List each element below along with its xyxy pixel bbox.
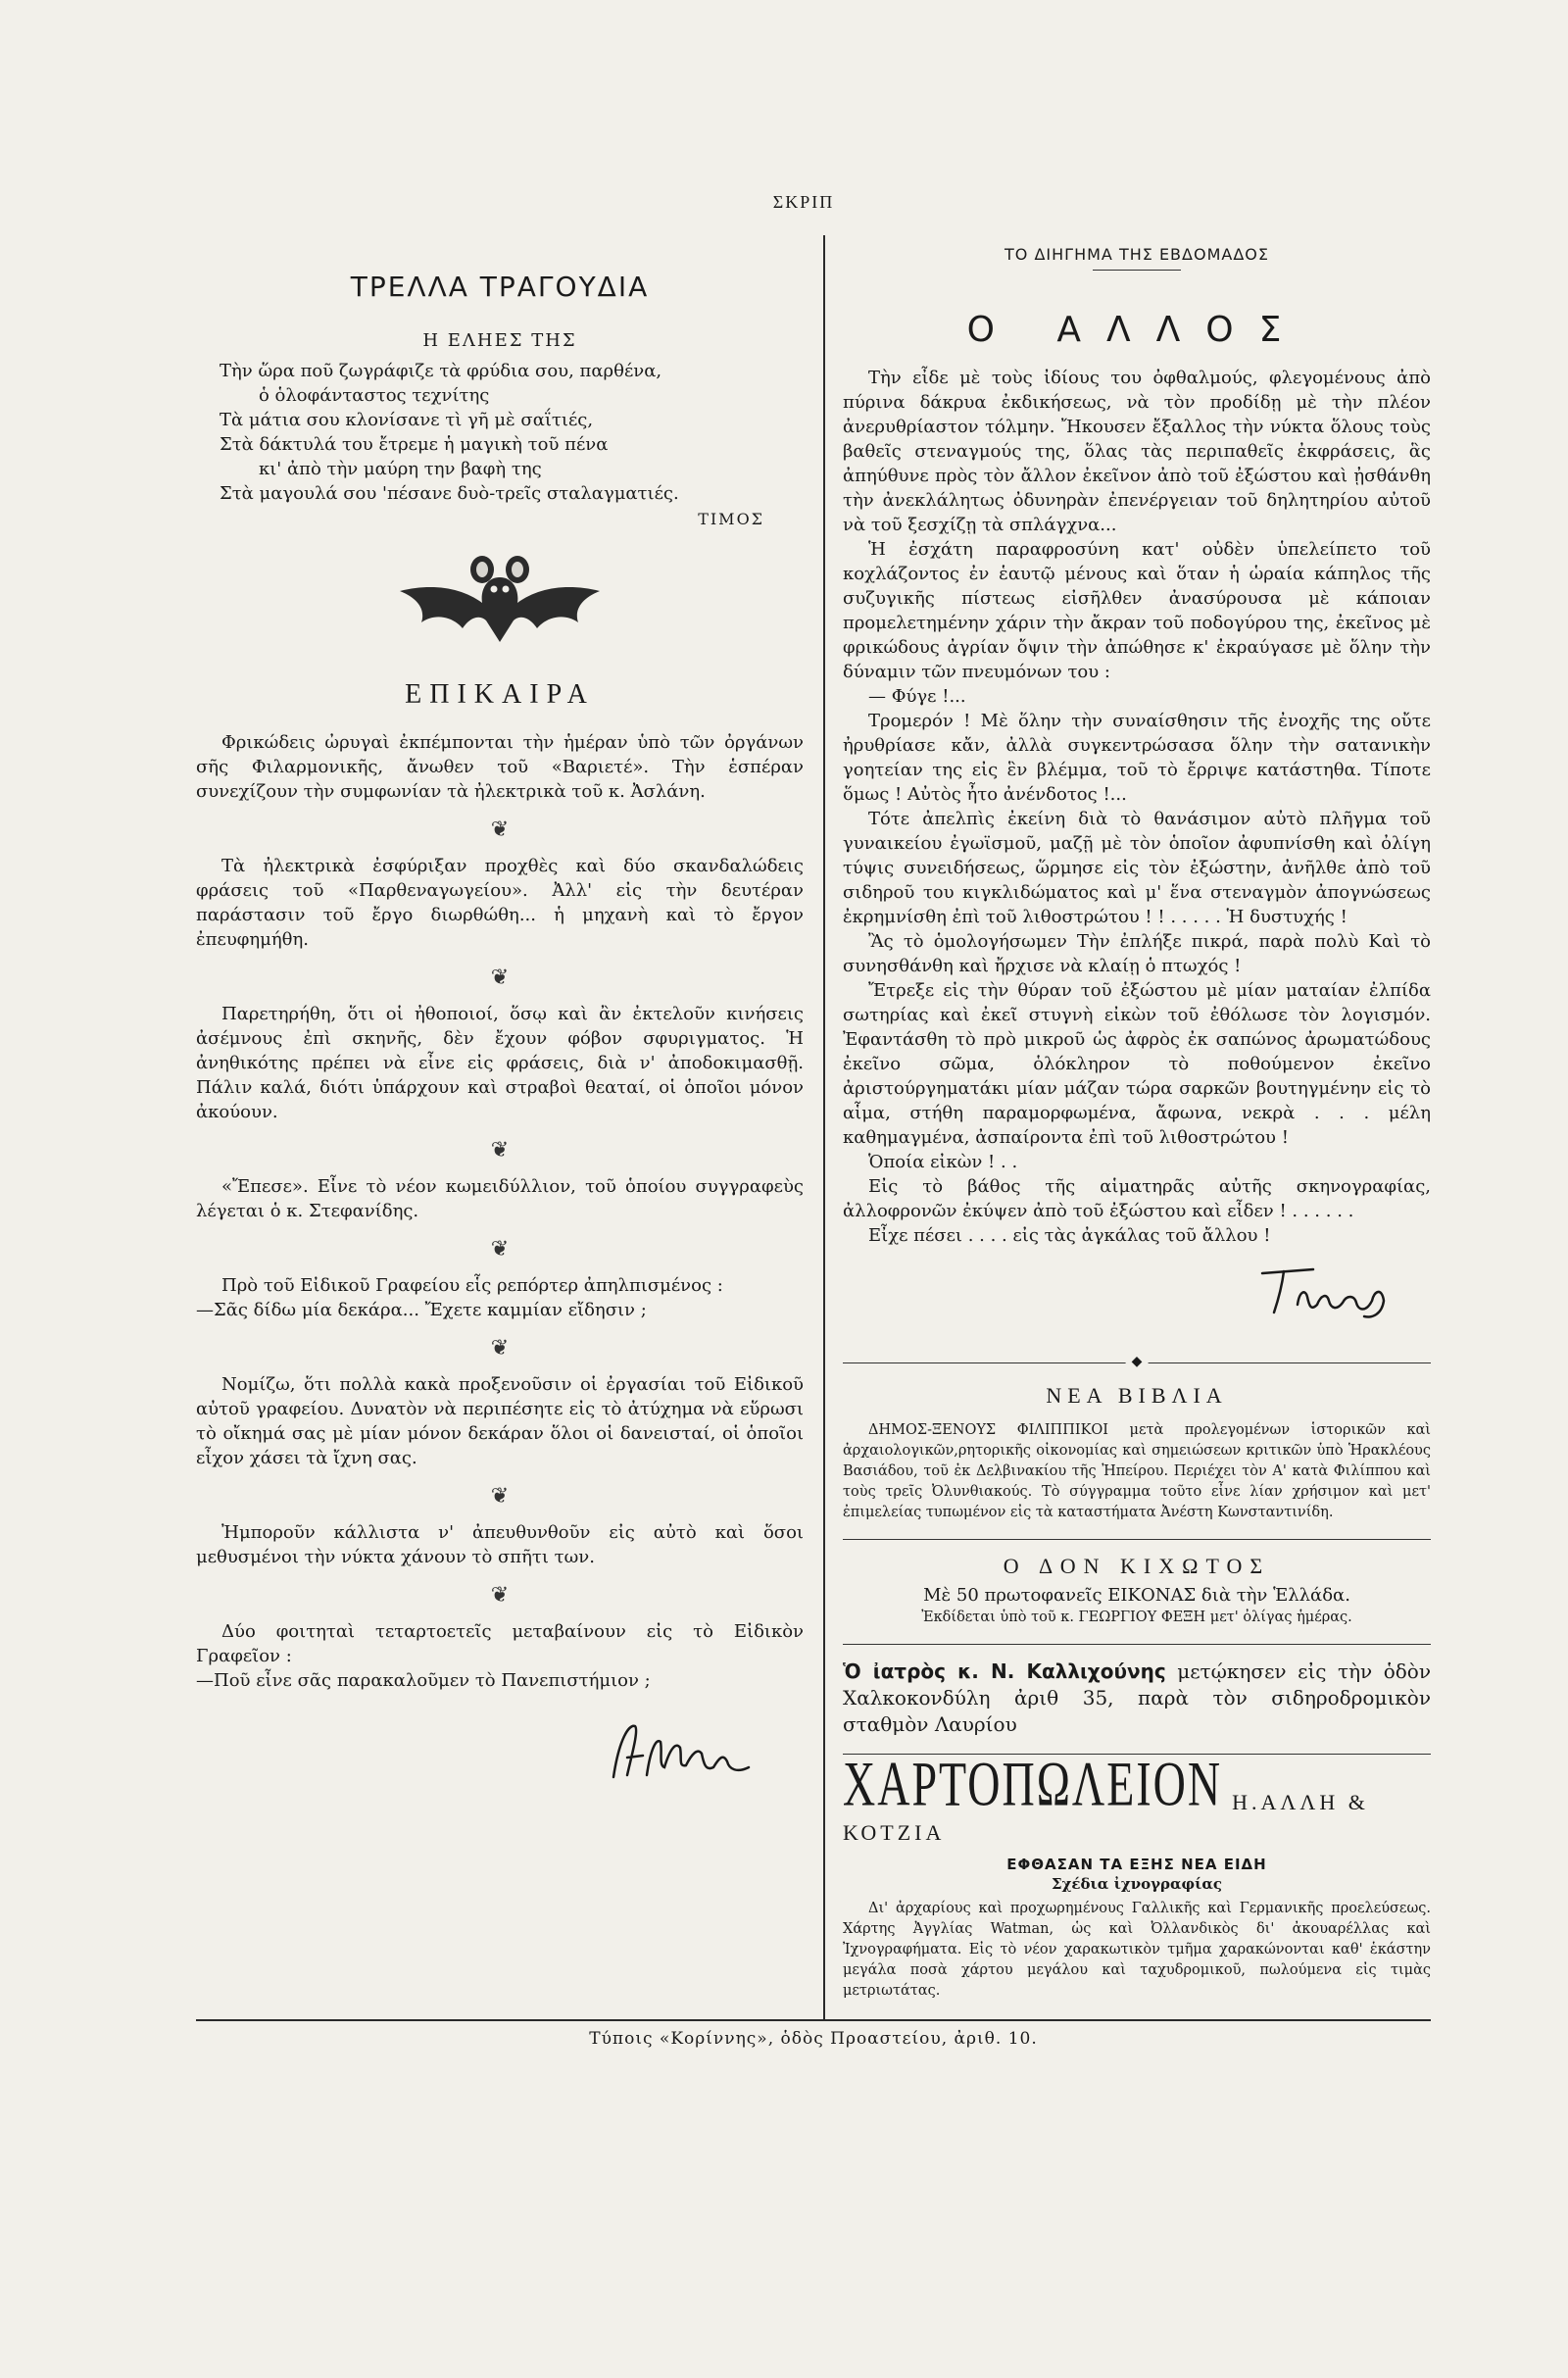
fleuron-icon: ❦ — [490, 1138, 510, 1163]
story-paragraph: Τρομερόν ! Μὲ ὅλην τὴν συναίσθησιν τῆς ἐνοχῆς της οὔτε ἠρυθρίασε κἄν, ἀλλὰ συγκεντρώσασα ὅλην τὴν σατανικὴν γοητείαν της εἰς ἓν βλέμμα, τοῦ τὸ ἔρριψε κατάστηθα. Τίποτε ὅμως ! Αὐτὸς ἦτο ἀνένδοτος !... — [843, 711, 1431, 805]
stationery-shop-ad — [843, 1749, 1431, 2002]
story-paragraph: Ἡ ἐσχάτη παραφροσύνη κατ' οὐδὲν ὑπελείπετο τοῦ κοχλάζοντος ἐν ἑαυτῷ μένους καὶ ὅταν ἡ ὡραία κάπηλος τῆς συζυγικῆς πίστεως εἰσῆλθεν ἀνασύρουσα μὲ κάποιαν προμελετημένην χάριν τὴν ἄκραν τοῦ ποδογύρου της, ἐκεῖνος μὲ φρικώδους ἀγρίαν ὄψιν τὴν ἀπώθησε κ' ἐκραύγασε μὲ ὅλην τὴν δύναμιν τῶν πνευμόνων του : — [843, 539, 1431, 682]
poem-line: Στὰ μαγουλά σου 'πέσανε δυὸ-τρεῖς σταλαγματιές. — [220, 483, 679, 504]
poem-signature: ΤΙΜΟΣ — [698, 510, 764, 528]
section-title-epikaira: ΕΠΙΚΑΙΡΑ — [405, 679, 595, 710]
poem-subtitle: Η ΕΛΗΕΣ ΤΗΣ — [422, 330, 577, 351]
story-paragraph: — Φύγε !... — [868, 686, 966, 707]
poem-line: κι' ἀπὸ τὴν μαύρη την βαφὴ της — [259, 459, 542, 479]
news-paragraph: Ἠμποροῦν κάλλιστα ν' ἀπευθυνθοῦν εἰς αὐτὸ καὶ ὅσοι μεθυσμένοι τὴν νύκτα χάνουν τὸ σπῆτι των. — [196, 1522, 804, 1567]
news-paragraph: Νομίζω, ὅτι πολλὰ κακὰ προξενοῦσιν οἱ ἐργασίαι τοῦ Εἰδικοῦ αὐτοῦ γραφείου. Δυνατὸν νὰ περιπέσητε εἰς τὸ ἀτύχημα νὰ εὕρωσι τὸ οἴκημά σας μὲ μίαν μόνον δεκάραν ὅλοι οἱ δανεισταί, οἱ ὁποῖοι εἶχον χάσει τὰ ἴχνη σας. — [196, 1374, 804, 1468]
don-quixote-line: Μὲ 50 πρωτοφανεῖς ΕΙΚΟΝΑΣ διὰ τὴν Ἑλλάδα. — [923, 1585, 1350, 1606]
story-paragraph: Εἰς τὸ βάθος τῆς αἱματηρᾶς αὐτῆς σκηνογραφίας, ἀλλοφρονῶν ἐκύψεν ἀπὸ τοῦ ἐξώστου καὶ εἶδεν ! . . . . . . — [843, 1176, 1431, 1221]
don-quixote-publisher: Ἐκδίδεται ὑπὸ τοῦ κ. ΓΕΩΡΓΙΟΥ ΦΕΞΗ μετ' ὀλίγας ἡμέρας. — [921, 1610, 1352, 1625]
story-paragraph: Ἔτρεξε εἰς τὴν θύραν τοῦ ἐξώστου μὲ μίαν ματαίαν ἐλπίδα σωτηρίας καὶ ἐκεῖ στυγνὴ εἰκὼν τοῦ ἐθόλωσε τὸν λογισμόν. Ἐφαντάσθη τὸ πρὸ μικροῦ ὡς ἀφρὸς ἐκ σαπώνος ἀρωματώδους ἐκεῖνο σῶμα, ὁλόκληρον τὸ ποθούμενον ἐκεῖνο ἀριστούργηματάκι μίαν μάζαν τώρα σαρκῶν βουτηγμένην εἰς τὸ αἷμα, στήθη παραμορφωμένα, ἄφωνα, νεκρὰ . . . μέλη καθημαγμένα, ἀσπαίροντα ἐπὶ τοῦ λιθοστρώτου ! — [843, 980, 1431, 1148]
fleuron-icon: ❦ — [490, 1237, 510, 1262]
shop-partners: Η.ΑΛΛΗ & ΚΟΤΖΙΑ — [843, 1790, 1369, 1845]
bat-illustration — [392, 548, 608, 656]
shop-name: ΧΑΡΤΟΠΩΛΕΙΟΝ — [843, 1749, 1223, 1819]
new-books-text: ΔΗΜΟΣ-ΞΕΝΟΥΣ ΦΙΛΙΠΠΙΚΟΙ μετὰ προλεγομένων ἱστορικῶν καὶ ἀρχαιολογικῶν,ρητορικῆς οἰκονομίας καὶ σημειώσεων κριτικῶν ὑπὸ Ἡρακλέους Βασιάδου, τοῦ ἐκ Δελβινακίου τῆς Ἠπείρου. Περιέχει τὸν Α' κατὰ Φιλίππου καὶ τοὺς τρεῖς Ὀλυνθιακούς. Τὸ σύγγραμμα τοῦτο εἶνε λίαν χρήσιμον καὶ μετ' ἐπιμελείας τυπωμένον εἰς τὰ καταστήματα Ἀνέστη Κωνσταντινίδη. — [843, 1422, 1431, 1520]
running-head: ΣΚΡΙΠ — [772, 192, 835, 212]
story-paragraph: Ὁποία εἰκὼν ! . . — [868, 1152, 1018, 1172]
new-books-title: ΝΕΑ ΒΙΒΛΙΑ — [1046, 1383, 1228, 1408]
column-rule — [823, 235, 825, 2019]
news-paragraph: Πρὸ τοῦ Εἰδικοῦ Γραφείου εἷς ρεπόρτερ ἀπηλπισμένος : —Σᾶς δίδω μία δεκάρα... Ἔχετε καμμίαν εἴδησιν ; — [196, 1275, 723, 1320]
doctor-ad — [843, 1659, 1431, 1738]
left-column — [196, 245, 804, 1791]
news-paragraph: Φρικώδεις ὠρυγαὶ ἐκπέμπονται τὴν ἡμέραν ὑπὸ τῶν ὀργάνων σῆς Φιλαρμονικῆς, ἄνωθεν τοῦ «Βαριετέ». Τὴν ἑσπέραν συνεχίζουν τὴν συμφωνίαν τὰ ἠλεκτρικὰ τοῦ κ. Ἀσλάνη. — [196, 732, 804, 802]
news-paragraph: Δύο φοιτηταὶ τεταρτοετεῖς μεταβαίνουν εἰς τὸ Εἰδικὸν Γραφεῖον : —Ποῦ εἶνε σᾶς παρακαλοῦμεν τὸ Πανεπιστήμιον ; — [196, 1621, 804, 1691]
divider — [843, 1539, 1431, 1540]
don-quixote-title: Ο ΔΟΝ ΚΙΧΩΤΟΣ — [1003, 1554, 1271, 1578]
story-paragraph: Τὴν εἶδε μὲ τοὺς ἰδίους του ὀφθαλμούς, φλεγομένους ἀπὸ πύρινα δάκρυα ἐκδικήσεως, νὰ τὸν προδίδῃ μὲ τὴν πλέον ἀνερυθρίαστον τόλμην. Ἤκουσεν ἔξαλλος τὴν νύκτα ὅλους τοὺς βαθεῖς στεναγμούς της, ὅλας τὰς περιπαθεῖς ἐκφράσεις, ἃς ἀπηύθυνε πρὸς τὸν ἄλλον ἐκεῖνον ἀπὸ τοῦ ἐξώστου καὶ ᾐσθάνθη τὴν ἀνεκλάλητως ὀδυνηρὰν ἐπενέργειαν τοῦ δηλητηρίου αὐτοῦ νὰ τοῦ ξεσχίζῃ τὰ σπλάγχνα... — [843, 368, 1431, 535]
handwritten-signature — [608, 1718, 755, 1787]
shop-subheadline: Σχέδια ἰχνογραφίας — [1051, 1875, 1223, 1893]
shop-text: Δι' ἀρχαρίους καὶ προχωρημένους Γαλλικῆς καὶ Γερμανικῆς προελεύσεως. Χάρτης Ἀγγλίας Watman, ὡς καὶ Ὀλλανδικὸς δι' ἀκουαρέλλας καὶ Ἰχνογραφήματα. Εἰς τὸ νέον χαρακωτικὸν τμῆμα χαρακώνονται καθ' ἑκάστην μεγάλα ποσὰ χάρτου μεγάλου καὶ ταχυδρομικοῦ, πωλούμενα εἰς τιμὰς μετριωτάτας. — [843, 1901, 1431, 1999]
fleuron-icon: ❦ — [490, 966, 510, 990]
news-paragraph: Τὰ ἠλεκτρικὰ ἐσφύριξαν προχθὲς καὶ δύο σκανδαλώδεις φράσεις τοῦ «Παρθεναγωγείου». Ἀλλ' εἰς τὴν δευτέραν παράστασιν τοῦ ἔργο διωρθώθη... ἡ μηχανὴ καὶ τὸ ἔργον ἐπευφημήθη. — [196, 856, 804, 950]
story-title: Ο ΑΛΛΟΣ — [966, 310, 1307, 350]
printer-imprint: Τύποις «Κορίννης», ὁδὸς Προαστείου, ἀριθ. 10. — [589, 2029, 1038, 2049]
story-paragraph: Ἂς τὸ ὁμολογήσωμεν Τὴν ἐπλήξε πικρά, παρὰ πολὺ Καὶ τὸ συνησθάνθη καὶ ἤρχισε νὰ κλαίῃ ὁ πτωχός ! — [843, 931, 1431, 976]
doctor-ad-text: μετῴκησεν εἰς τὴν ὁδὸν Χαλκοκονδύλη ἀριθ 35, παρὰ τὸν σιδηροδρομικὸν σταθμὸν Λαυρίου — [843, 1660, 1431, 1736]
ornamental-rule — [843, 1354, 1431, 1373]
diamond-icon: ◆ — [1126, 1354, 1149, 1369]
fleuron-icon: ❦ — [490, 1336, 510, 1361]
story-paragraph: Εἶχε πέσει . . . . εἰς τὰς ἀγκάλας τοῦ ἄλλου ! — [868, 1225, 1271, 1246]
story-paragraph: Τότε ἀπελπὶς ἐκείνη διὰ τὸ θανάσιμον αὐτὸ πλῆγμα τοῦ γυναικείου ἐγωϊσμοῦ, μαζῇ μὲ τὸν ὁποῖον ἀφυπνίσθη καὶ ὀλίγη τύψις συνειδήσεως, ὥρμησε εἰς τὸν ἐξώστην, ἀνῆλθε ἀπὸ τοῦ σιδηροῦ του κιγκλιδώματος καὶ μ' ἕνα στεναγμὸν ἀπογνώσεως ἐκρημνίσθη ἐπὶ τοῦ λιθοστρώτου ! ! . . . . . Ἡ δυστυχής ! — [843, 809, 1431, 927]
poem-line: Τὰ μάτια σου κλονίσανε τὶ γῆ μὲ σαΐτιές, — [220, 410, 594, 430]
doctor-ad-name: Ὁ ἰατρὸς κ. Ν. Καλλιχούνης — [843, 1660, 1166, 1683]
news-paragraph: «Ἔπεσε». Εἶνε τὸ νέον κωμειδύλλιον, τοῦ ὁποίου συγγραφεὺς λέγεται ὁ κ. Στεφανίδης. — [196, 1176, 804, 1221]
column-header: ΤΟ ΔΙΗΓΗΜΑ ΤΗΣ ΕΒΔΟΜΑΔΟΣ — [1004, 245, 1269, 264]
news-paragraph: Παρετηρήθη, ὅτι οἱ ἠθοποιοί, ὅσῳ καὶ ἂν ἐκτελοῦν κινήσεις ἀσέμνους ἐπὶ σκηνῆς, δὲν ἔχουν φόβον σφυριγματος. Ἡ ἀνηθικότης πρέπει νὰ εἶνε εἰς φράσεις, διὰ ν' ἀποδοκιμασθῇ. Πάλιν καλά, διότι ὑπάρχουν καὶ στραβοὶ θεαταί, οἱ ὁποῖοι μόνον ἀκούουν. — [196, 1004, 804, 1122]
header-rule — [1093, 270, 1181, 271]
story-signature — [1254, 1262, 1392, 1320]
fleuron-icon: ❦ — [490, 817, 510, 842]
right-column — [843, 245, 1431, 2002]
poem-line: ὁ ὁλοφάνταστος τεχνίτης — [259, 385, 490, 406]
fleuron-icon: ❦ — [490, 1583, 510, 1608]
poem-line: Τὴν ὥρα ποῦ ζωγράφιζε τὰ φρύδια σου, παρθένα, — [220, 361, 662, 381]
fleuron-icon: ❦ — [490, 1484, 510, 1509]
poem-title: ΤΡΕΛΛΑ ΤΡΑΓΟΥΔΙΑ — [350, 271, 650, 303]
shop-headline: ΕΦΘΑΣΑΝ ΤΑ ΕΞΗΣ ΝΕΑ ΕΙΔΗ — [1006, 1856, 1267, 1873]
poem — [196, 359, 804, 506]
divider — [843, 1644, 1431, 1645]
bottom-rule — [196, 2019, 1431, 2021]
poem-line: Στὰ δάκτυλά του ἔτρεμε ἡ μαγικὴ τοῦ πένα — [220, 434, 609, 455]
